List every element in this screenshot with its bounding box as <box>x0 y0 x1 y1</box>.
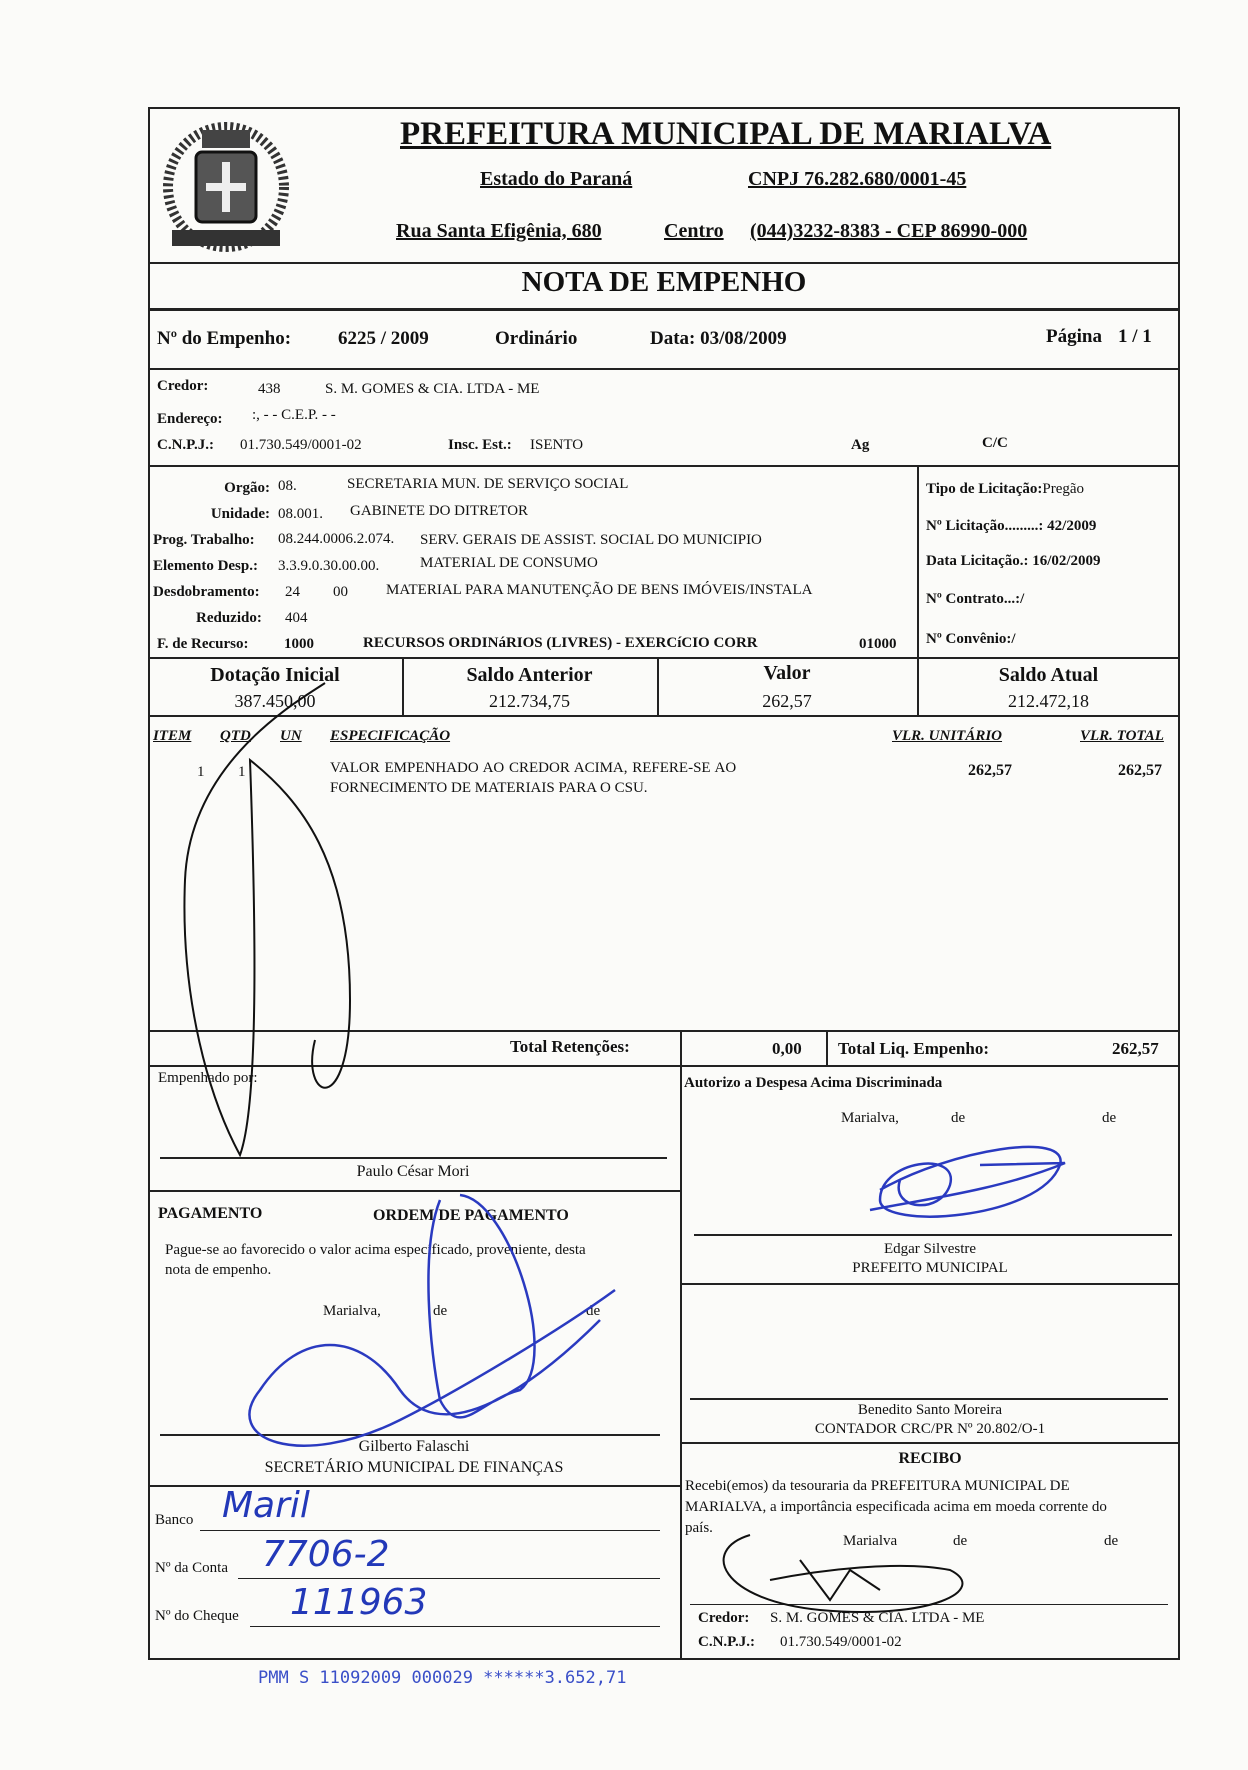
fonte-num: 01000 <box>859 636 897 652</box>
endereco: :, - - C.E.P. - - <box>252 407 336 423</box>
pagamento-de-2: de <box>586 1303 601 1319</box>
item-spec-line1: VALOR EMPENHADO AO CREDOR ACIMA, REFERE-SE AO <box>330 760 737 776</box>
secretario-name: Gilberto Falaschi <box>358 1438 470 1455</box>
pagamento-de: de <box>433 1303 448 1319</box>
prog-code: 08.244.0006.2.074. <box>278 531 395 547</box>
credor-name: S. M. GOMES & CIA. LTDA - ME <box>325 381 540 397</box>
prog-label: Prog. Trabalho: <box>153 532 255 548</box>
empenhado-name: Paulo César Mori <box>356 1163 470 1180</box>
fonte: RECURSOS ORDINáRIOS (LIVRES) - EXERCíCIO CORR <box>363 635 758 651</box>
item-spec-line2: FORNECIMENTO DE MATERIAIS PARA O CSU. <box>330 780 648 796</box>
recibo-text-2: MARIALVA, a importância especificada acima em moeda corrente do <box>685 1499 1107 1515</box>
document-title: NOTA DE EMPENHO <box>521 266 807 298</box>
fonte-label: F. de Recurso: <box>157 636 249 652</box>
contador-role: CONTADOR CRC/PR Nº 20.802/O-1 <box>814 1421 1046 1437</box>
credor-code: 438 <box>258 381 281 397</box>
tipo-licitacao <box>926 481 1084 498</box>
desdobramento: MATERIAL PARA MANUTENÇÃO DE BENS IMÓVEIS/INSTALA <box>386 582 813 598</box>
item-total-value: 262,57 <box>1118 762 1162 779</box>
elemento-label: Elemento Desp.: <box>153 558 258 574</box>
banco-label: Banco <box>155 1512 194 1528</box>
account-label: C/C <box>982 435 1008 451</box>
num-contrato: Nº Contrato...:/ <box>926 591 1025 607</box>
empenhado-label: Empenhado por: <box>158 1070 258 1086</box>
total-liq: 262,57 <box>1112 1039 1159 1058</box>
cheque-label: Nº do Cheque <box>155 1608 239 1624</box>
col-item: ITEM <box>153 728 192 744</box>
pagamento-text-2: nota de empenho. <box>165 1262 272 1278</box>
item-qtd: 1 <box>238 764 246 780</box>
insc-label: Insc. Est.: <box>448 437 512 453</box>
page-label: Página <box>1046 326 1102 347</box>
district: Centro <box>664 220 724 242</box>
cheque-value: 111963 <box>290 1582 428 1623</box>
payment-stamp: PMM S 11092009 000029 ******3.652,71 <box>258 1668 627 1688</box>
recibo-cnpj-label: C.N.P.J.: <box>698 1634 755 1650</box>
endereco-label: Endereço: <box>157 411 223 427</box>
elemento: MATERIAL DE CONSUMO <box>420 555 598 571</box>
dotacao-inicial-value: 387.450,00 <box>234 691 316 711</box>
col-especificacao: ESPECIFICAÇÃO <box>330 728 451 744</box>
recibo-de-2: de <box>1104 1533 1119 1549</box>
unidade-code: 08.001. <box>278 506 323 522</box>
pagamento-city: Marialva, <box>323 1303 381 1319</box>
banco-value: Maril <box>222 1485 310 1526</box>
ordem-pagamento-label: ORDEM DE PAGAMENTO <box>373 1207 569 1224</box>
fonte-code: 1000 <box>284 636 314 652</box>
recibo-cnpj: 01.730.549/0001-02 <box>780 1634 902 1650</box>
agency-label: Ag <box>851 437 870 453</box>
desdobramento-label: Desdobramento: <box>153 584 260 600</box>
total-retencoes: 0,00 <box>772 1039 802 1058</box>
dotacao-inicial-label: Dotação Inicial <box>210 664 340 686</box>
prog: SERV. GERAIS DE ASSIST. SOCIAL DO MUNICIPIO <box>420 532 762 548</box>
reduzido: 404 <box>285 610 308 626</box>
total-liq-label: Total Liq. Empenho: <box>838 1039 989 1058</box>
recibo-text: Recebi(emos) da tesouraria da PREFEITURA MUNICIPAL DE <box>685 1478 1070 1494</box>
col-vlr-total: VLR. TOTAL <box>1080 728 1164 744</box>
col-vlr-unitario: VLR. UNITÁRIO <box>892 728 1003 744</box>
recibo-city: Marialva <box>843 1533 898 1549</box>
phone-cep: (044)3232-8383 - CEP 86990-000 <box>750 220 1028 242</box>
item-unit-value: 262,57 <box>968 762 1012 779</box>
empenho-date: Data: 03/08/2009 <box>650 328 787 349</box>
reduzido-label: Reduzido: <box>196 610 262 626</box>
pagamento-text: Pague-se ao favorecido o valor acima especificado, proveniente, desta <box>165 1242 586 1258</box>
desdobramento-b: 00 <box>333 584 348 600</box>
col-qtd: QTD <box>220 728 251 744</box>
insc: ISENTO <box>530 437 584 453</box>
prefeito-role: PREFEITO MUNICIPAL <box>852 1260 1008 1276</box>
total-retencoes-label: Total Retenções: <box>510 1037 630 1056</box>
unidade: GABINETE DO DITRETOR <box>350 503 529 519</box>
recibo-de: de <box>953 1533 968 1549</box>
col-un: UN <box>280 728 302 744</box>
contador-name: Benedito Santo Moreira <box>857 1402 1003 1418</box>
empenho-number-label: Nº do Empenho: <box>157 328 292 349</box>
saldo-anterior-value: 212.734,75 <box>489 691 570 711</box>
saldo-atual-value: 212.472,18 <box>1008 691 1089 711</box>
saldo-atual-label: Saldo Atual <box>998 664 1099 686</box>
data-licitacao: Data Licitação.: 16/02/2009 <box>926 553 1101 569</box>
item-number: 1 <box>197 764 205 780</box>
elemento-code: 3.3.9.0.30.00.00. <box>278 558 380 574</box>
autorizo-label: Autorizo a Despesa Acima Discriminada <box>684 1075 943 1091</box>
num-convenio: Nº Convênio:/ <box>926 631 1016 647</box>
secretario-role: SECRETÁRIO MUNICIPAL DE FINANÇAS <box>264 1459 564 1476</box>
autorizo-de-2: de <box>1102 1110 1117 1126</box>
prefeito-name: Edgar Silvestre <box>883 1241 977 1257</box>
autorizo-city: Marialva, <box>841 1110 899 1126</box>
valor-label: Valor <box>763 662 811 684</box>
tipo-licitacao-label: Tipo de Licitação: <box>926 481 1043 497</box>
unidade-label: Unidade: <box>210 506 270 522</box>
empenho-type: Ordinário <box>495 328 578 349</box>
conta-label: Nº da Conta <box>155 1560 228 1576</box>
conta-value: 7706-2 <box>262 1534 390 1575</box>
tipo-licitacao-value: Pregão <box>1042 481 1085 497</box>
credor-cnpj: 01.730.549/0001-02 <box>240 437 362 453</box>
address: Rua Santa Efigênia, 680 <box>396 220 602 242</box>
pagamento-label: PAGAMENTO <box>158 1205 263 1222</box>
empenho-number: 6225 / 2009 <box>338 328 429 349</box>
state: Estado do Paraná <box>480 168 633 190</box>
valor-value: 262,57 <box>762 691 812 711</box>
orgao-label: Orgão: <box>224 480 270 496</box>
orgao: SECRETARIA MUN. DE SERVIÇO SOCIAL <box>347 476 629 492</box>
recibo-credor-label: Credor: <box>698 1610 750 1626</box>
num-licitacao: Nº Licitação.........: 42/2009 <box>926 518 1097 534</box>
credor-label: Credor: <box>157 378 209 394</box>
autorizo-de: de <box>951 1110 966 1126</box>
cnpj-label: C.N.P.J.: <box>157 437 214 453</box>
saldo-anterior-label: Saldo Anterior <box>466 664 593 686</box>
recibo-text-3: país. <box>685 1520 713 1536</box>
orgao-code: 08. <box>278 478 297 494</box>
recibo-credor: S. M. GOMES & CIA. LTDA - ME <box>770 1610 985 1626</box>
municipality-title: PREFEITURA MUNICIPAL DE MARIALVA <box>400 116 1052 152</box>
page-number: 1 / 1 <box>1118 326 1152 347</box>
cnpj: CNPJ 76.282.680/0001-45 <box>748 168 967 190</box>
municipal-crest-icon <box>152 112 300 262</box>
recibo-title: RECIBO <box>898 1450 962 1467</box>
desdobramento-a: 24 <box>285 584 300 600</box>
